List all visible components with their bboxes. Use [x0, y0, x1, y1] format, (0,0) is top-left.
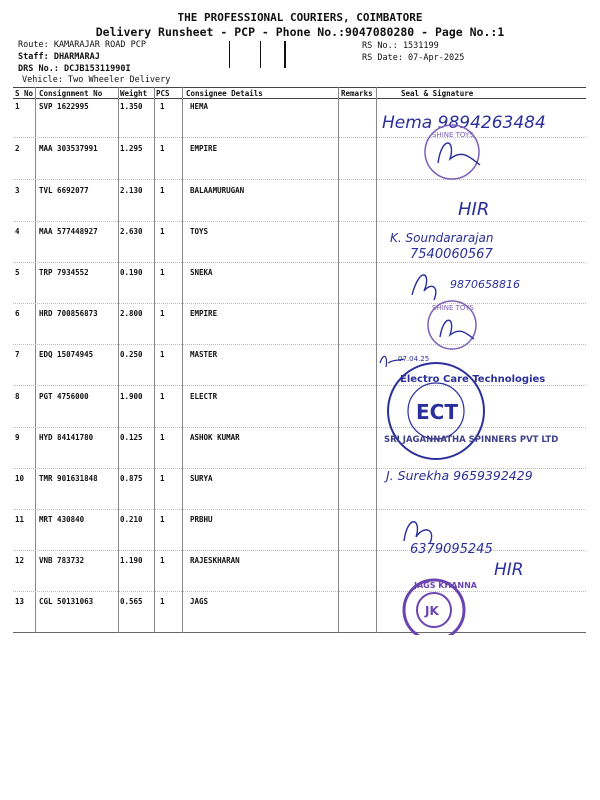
signature-text: HIR — [458, 199, 490, 220]
cell-pcs: 1 — [160, 102, 165, 111]
cell-consignment-no: TRP 7934552 — [39, 268, 89, 277]
cell-consignment-no: MAA 303537991 — [39, 144, 98, 153]
signature-row-1 — [382, 113, 546, 133]
drs-number: DRS No.: DCJB15311990I — [18, 64, 131, 74]
cell-consignment-no: SVP 1622995 — [39, 102, 89, 111]
signature-scribble — [404, 522, 432, 543]
cell-consignment-no: TVL 6692077 — [39, 186, 89, 195]
stamp-center-text: JK — [425, 604, 439, 618]
cell-consignee: MASTER — [190, 350, 218, 359]
col-divider — [182, 87, 183, 633]
signature-phone: 9870658816 — [450, 278, 520, 291]
col-header-consignment: Consignment No — [39, 89, 103, 98]
signature-text: Hema 9894263484 — [382, 113, 546, 133]
signature-scribble — [440, 320, 474, 339]
signature-text: J. Surekha 9659392429 — [386, 468, 533, 483]
stamp-text: SHINE TOYS — [432, 131, 474, 139]
runsheet-subtitle: Delivery Runsheet - PCP - Phone No.:9047080280 - Page No.:1 — [95, 25, 505, 39]
cell-pcs: 1 — [160, 227, 165, 236]
cell-consignment-no: HRD 700856873 — [39, 309, 98, 318]
col-header-remarks: Remarks — [341, 89, 373, 98]
cell-sno: 1 — [15, 102, 20, 111]
cell-consignment-no: TMR 901631848 — [39, 474, 98, 483]
cell-weight: 0.565 — [120, 597, 143, 606]
cell-sno: 11 — [15, 515, 25, 524]
cell-weight: 1.190 — [120, 556, 143, 565]
cell-consignee: TOYS — [190, 227, 209, 236]
signature-phone: 6379095245 — [410, 542, 493, 557]
cell-consignment-no: MAA 577448927 — [39, 227, 98, 236]
barcode — [229, 41, 359, 68]
cell-sno: 13 — [15, 597, 25, 606]
cell-sno: 6 — [15, 309, 20, 318]
cell-consignment-no: MRT 430840 — [39, 515, 85, 524]
cell-sno: 5 — [15, 268, 20, 277]
signature-date: 07.04.25 — [398, 355, 430, 363]
cell-consignment-no: CGL 50131063 — [39, 597, 94, 606]
signature-text: HIR — [494, 560, 524, 580]
cell-consignment-no: VNB 783732 — [39, 556, 85, 565]
stamp-row-13 — [404, 580, 478, 635]
cell-consignee: PRBHU — [190, 515, 213, 524]
cell-consignee: ELECTR — [190, 392, 218, 401]
cell-pcs: 1 — [160, 350, 165, 359]
cell-weight: 2.630 — [120, 227, 143, 236]
stamp-text: SHINE TOYS — [432, 304, 474, 312]
vehicle-label: Vehicle: Two Wheeler Delivery — [22, 75, 171, 85]
signature-scribble — [412, 275, 436, 300]
col-divider — [118, 87, 119, 633]
cell-pcs: 1 — [160, 433, 165, 442]
col-header-pcs: PCS — [156, 89, 170, 98]
cell-sno: 9 — [15, 433, 20, 442]
col-header-sno: S No — [15, 89, 34, 98]
cell-weight: 1.295 — [120, 144, 143, 153]
signature-column — [370, 95, 595, 635]
cell-consignee: EMPIRE — [190, 144, 218, 153]
cell-sno: 4 — [15, 227, 20, 236]
stamp-center-text: ECT — [416, 400, 458, 424]
route-label: Route: KAMARAJAR ROAD PCP — [18, 40, 146, 50]
cell-pcs: 1 — [160, 556, 165, 565]
stamp-row-2 — [425, 125, 480, 179]
stamp-text: SRI JAGANNATHA SPINNERS PVT LTD — [384, 435, 559, 445]
cell-consignee: ASHOK KUMAR — [190, 433, 240, 442]
signature-scribble — [438, 143, 480, 165]
company-title: THE PROFESSIONAL COURIERS, COIMBATORE — [177, 11, 423, 24]
cell-pcs: 1 — [160, 186, 165, 195]
signature-phone: 7540060567 — [410, 247, 493, 262]
rs-date: RS Date: 07-Apr-2025 — [362, 53, 465, 63]
rs-number: RS No.: 1531199 — [362, 41, 439, 51]
barcode-bar — [260, 41, 261, 68]
barcode-bar — [284, 41, 286, 68]
col-header-consignee: Consignee Details — [186, 89, 263, 98]
cell-sno: 10 — [15, 474, 25, 483]
cell-sno: 12 — [15, 556, 25, 565]
cell-weight: 0.250 — [120, 350, 143, 359]
cell-sno: 3 — [15, 186, 20, 195]
signature-text: K. Soundararajan — [390, 231, 494, 245]
cell-consignment-no: EDQ 15074945 — [39, 350, 94, 359]
cell-consignee: JAGS — [190, 597, 209, 606]
cell-consignee: EMPIRE — [190, 309, 218, 318]
col-divider — [338, 87, 339, 633]
cell-weight: 0.875 — [120, 474, 143, 483]
cell-pcs: 1 — [160, 392, 165, 401]
barcode-bar — [229, 41, 230, 68]
col-divider — [35, 87, 36, 633]
cell-consignment-no: PGT 4756000 — [39, 392, 89, 401]
cell-weight: 2.130 — [120, 186, 143, 195]
cell-consignee: SURYA — [190, 474, 213, 483]
cell-consignment-no: HYD 84141780 — [39, 433, 94, 442]
stamp-text: Electro Care Technologies — [400, 374, 546, 385]
cell-pcs: 1 — [160, 144, 165, 153]
cell-sno: 7 — [15, 350, 20, 359]
cell-weight: 0.190 — [120, 268, 143, 277]
cell-weight: 1.350 — [120, 102, 143, 111]
cell-pcs: 1 — [160, 309, 165, 318]
cell-pcs: 1 — [160, 268, 165, 277]
col-divider — [154, 87, 155, 633]
staff-label: Staff: DHARMARAJ — [18, 52, 100, 62]
cell-weight: 0.210 — [120, 515, 143, 524]
col-header-weight: Weight — [120, 89, 148, 98]
cell-sno: 8 — [15, 392, 20, 401]
table-top-rule — [13, 87, 586, 88]
cell-pcs: 1 — [160, 597, 165, 606]
stamp-text: JAGS KHANNA — [414, 581, 477, 590]
cell-consignee: HEMA — [190, 102, 209, 111]
cell-consignee: RAJESKHARAN — [190, 556, 240, 565]
cell-weight: 2.800 — [120, 309, 143, 318]
cell-pcs: 1 — [160, 474, 165, 483]
cell-consignee: BALAAMURUGAN — [190, 186, 245, 195]
cell-weight: 1.900 — [120, 392, 143, 401]
cell-pcs: 1 — [160, 515, 165, 524]
cell-consignee: SNEKA — [190, 268, 213, 277]
cell-sno: 2 — [15, 144, 20, 153]
col-header-seal-signature: Seal & Signature — [401, 89, 474, 98]
cell-weight: 0.125 — [120, 433, 143, 442]
